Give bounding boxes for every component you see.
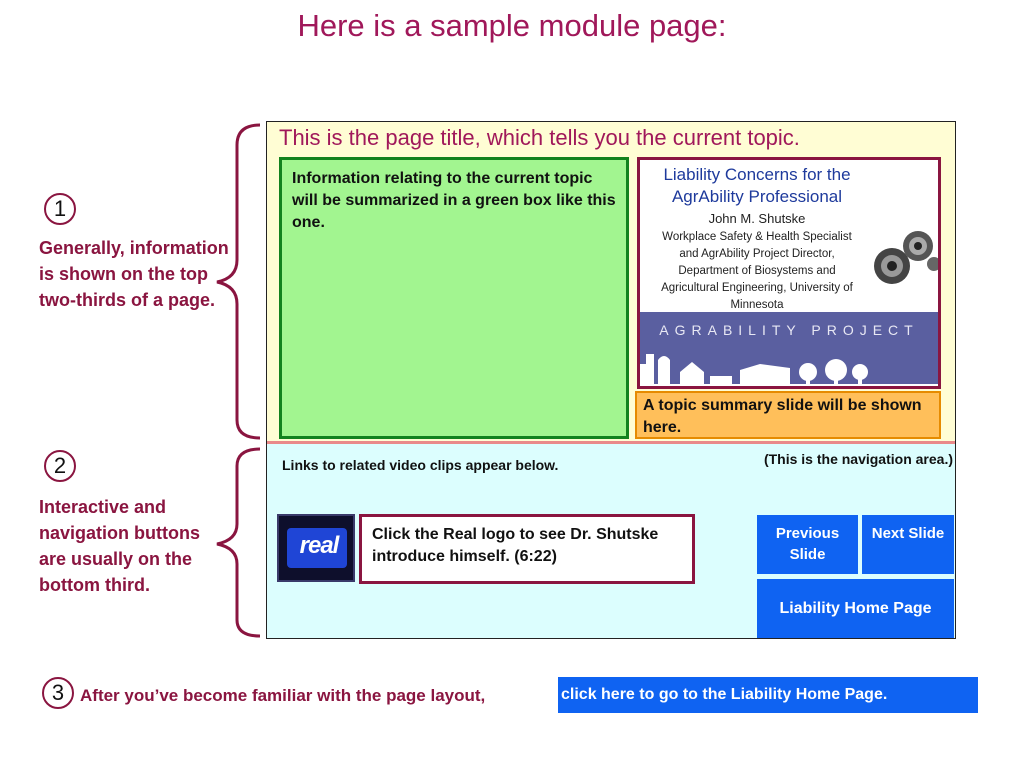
next-slide-button[interactable]: Next Slide	[862, 515, 954, 574]
slide-banner-text: AGRABILITY PROJECT	[659, 322, 919, 338]
slide-title-line: AgrAbility Professional	[671, 187, 843, 206]
topic-summary-slide	[637, 157, 941, 389]
previous-slide-button[interactable]: Previous Slide	[757, 515, 858, 574]
slide-author: John M. Shutske	[708, 211, 806, 226]
real-logo-button[interactable]	[277, 514, 355, 582]
step-2-marker: 2	[44, 450, 76, 482]
slide-role-line: Workplace Safety & Health Specialist	[662, 231, 852, 243]
real-logo-text: real	[299, 532, 339, 559]
step-1-marker: 1	[44, 193, 76, 225]
video-clip-caption: Click the Real logo to see Dr. Shutske introduce himself. (6:22)	[359, 514, 695, 584]
slide-banner	[640, 312, 938, 388]
liability-home-button[interactable]: Liability Home Page	[757, 579, 954, 638]
info-box: Information relating to the current topic will be summarized in a green box like this one.	[279, 157, 629, 439]
module-page-mockup	[266, 121, 956, 639]
navigation-area	[267, 444, 955, 638]
step-3-marker: 3	[42, 677, 74, 709]
video-links-heading: Links to related video clips appear below.	[282, 457, 559, 473]
slide-role-line: Agricultural Engineering, University of	[661, 282, 853, 294]
summary-caption: A topic summary slide will be shown here.	[635, 391, 941, 439]
real-logo-icon	[287, 528, 347, 568]
page-heading: Here is a sample module page:	[297, 8, 727, 43]
content-area	[267, 122, 955, 444]
step-1-note: Generally, information is shown on the top two-thirds of a page.	[39, 238, 229, 310]
slide-role-line: and AgrAbility Project Director,	[679, 248, 835, 260]
navigation-area-note: (This is the navigation area.)	[763, 451, 953, 467]
brace-top-icon	[205, 120, 265, 445]
slide-title-line: Liability Concerns for the	[663, 165, 851, 184]
gears-icon	[872, 222, 940, 292]
slide-role-line: Department of Biosystems and	[678, 265, 836, 277]
liability-home-link[interactable]: click here to go to the Liability Home Page.	[558, 677, 978, 713]
slide-role-line: Minnesota	[730, 299, 784, 311]
farm-silhouette-icon	[640, 342, 938, 388]
module-page-title: This is the page title, which tells you the current topic.	[279, 125, 800, 150]
step-3-note: After you’ve become familiar with the page layout,	[80, 686, 486, 705]
step-2-note: Interactive and navigation buttons are usually on the bottom third.	[39, 497, 200, 595]
brace-bottom-icon	[205, 444, 265, 644]
